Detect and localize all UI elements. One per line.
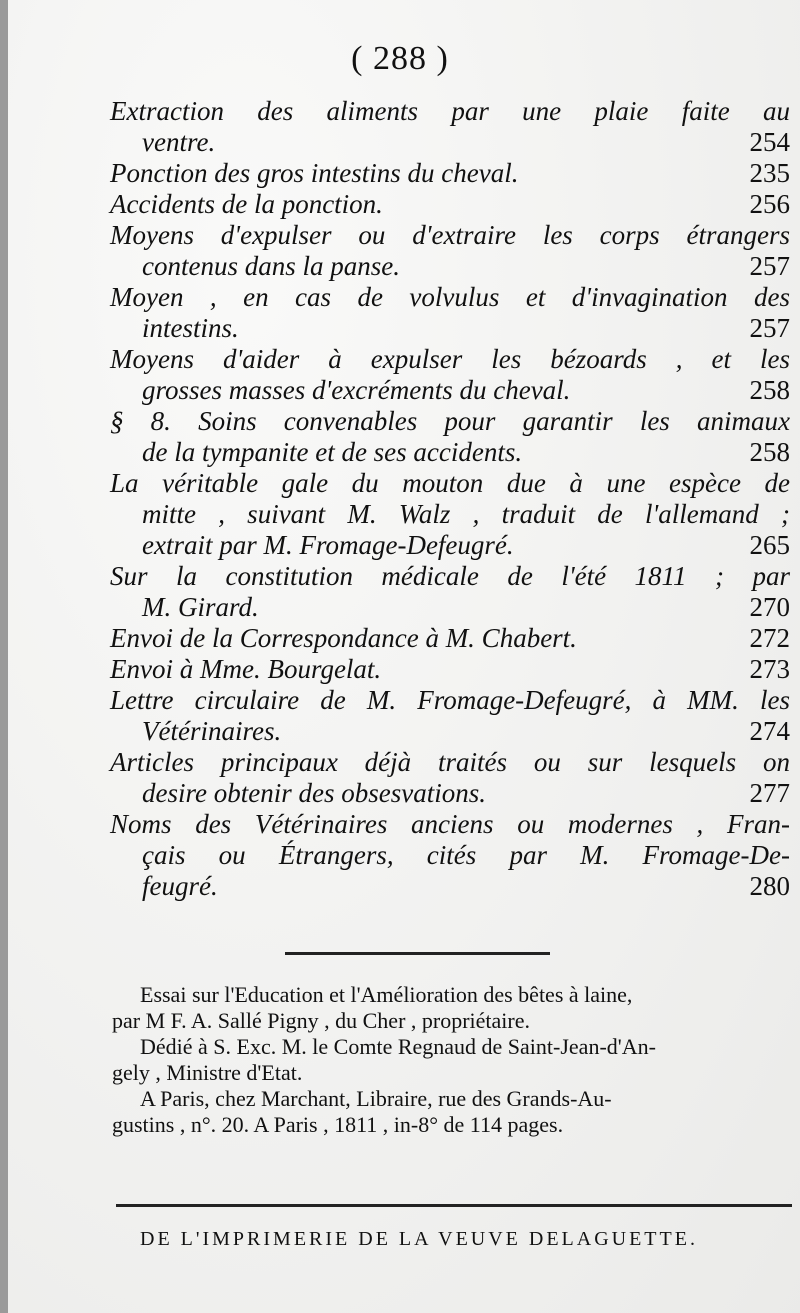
toc-entry [110, 747, 790, 809]
toc-entry-text: Envoi à Mme. Bourgelat. [110, 654, 382, 684]
toc-entry-line [110, 809, 790, 840]
toc-entry-text: Vétérinaires. [142, 716, 282, 746]
toc-entry-text: Sur la constitution médicale de l'été 1811 ; par [110, 561, 790, 591]
book-notice [112, 982, 792, 1138]
toc-entry-line [110, 654, 790, 685]
toc-page-number: 257 [749, 251, 790, 281]
toc-page-number: 258 [749, 437, 790, 467]
toc-page-number: 273 [749, 654, 790, 684]
toc-entry-text: La véritable gale du mouton due à une espèce de [110, 468, 790, 498]
toc-entry-text: Moyen , en cas de volvulus et d'invagination des [110, 282, 790, 312]
notice-line: A Paris, chez Marchant, Libraire, rue des Grands-Au- [140, 1086, 612, 1111]
notice-line: gely , Ministre d'Etat. [112, 1060, 303, 1085]
toc-page-number: 258 [749, 375, 790, 405]
toc-entry-text: mitte , suivant M. Walz , traduit de l'allemand ; [142, 499, 790, 529]
toc-entry-line [110, 96, 790, 127]
toc-page-number: 254 [749, 127, 790, 157]
toc-entry-text: Envoi de la Correspondance à M. Chabert. [110, 623, 577, 653]
toc-entry-line [110, 220, 790, 251]
toc-entry-line [110, 716, 790, 747]
toc-entry-line [110, 437, 790, 468]
toc-entry-line [110, 282, 790, 313]
toc-page-number: 256 [749, 189, 790, 219]
toc-entry-line [110, 530, 790, 561]
toc-entry-line [110, 623, 790, 654]
toc-entry-text: Extraction des aliments par une plaie faite au [110, 96, 790, 126]
toc-entry-text: intestins. [142, 313, 239, 343]
toc-entry-line [110, 747, 790, 778]
toc-page-number: 270 [749, 592, 790, 622]
toc-entry [110, 685, 790, 747]
toc-entry-text: Articles principaux déjà traités ou sur lesquels on [110, 747, 790, 777]
toc-entry [110, 561, 790, 623]
notice-line: par M F. A. Sallé Pigny , du Cher , propriétaire. [112, 1008, 531, 1033]
toc-entry [110, 406, 790, 468]
toc-entry-text: § 8. Soins convenables pour garantir les animaux [110, 406, 790, 436]
notice-line: Essai sur l'Education et l'Amélioration des bêtes à laine, [140, 982, 633, 1007]
notice-line: Dédié à S. Exc. M. le Comte Regnaud de Saint-Jean-d'An- [140, 1034, 656, 1059]
toc-entry-line [110, 127, 790, 158]
toc-entry-line [110, 561, 790, 592]
toc-entry-text: Accidents de la ponction. [110, 189, 383, 219]
toc-entry-line [110, 189, 790, 220]
page-number: ( 288 ) [351, 40, 449, 77]
toc-entry-line [110, 685, 790, 716]
toc-entry [110, 189, 790, 220]
toc-page-number: 257 [749, 313, 790, 343]
toc-page-number: 235 [749, 158, 790, 188]
toc-entry-line [110, 344, 790, 375]
toc-entry-text: feugré. [142, 871, 218, 901]
toc-entry-text: extrait par M. Fromage-Defeugré. [142, 530, 514, 560]
toc-entry-line [110, 406, 790, 437]
toc-entry-line [110, 251, 790, 282]
toc-entry-text: de la tympanite et de ses accidents. [142, 437, 523, 467]
toc-entry-line [110, 871, 790, 902]
toc-entry [110, 623, 790, 654]
toc-page-number: 280 [749, 871, 790, 901]
toc-entry [110, 282, 790, 344]
toc-page-number: 277 [749, 778, 790, 808]
toc-entry-text: desire obtenir des obsesvations. [142, 778, 486, 808]
toc-entry [110, 220, 790, 282]
toc-entry-line [110, 840, 790, 871]
toc-entry [110, 96, 790, 158]
toc-page-number: 265 [749, 530, 790, 560]
toc-entry-line [110, 468, 790, 499]
toc-entry-text: contenus dans la panse. [142, 251, 400, 281]
toc-entry-line [110, 158, 790, 189]
separator-rule [285, 952, 550, 955]
toc-entry-line [110, 778, 790, 809]
bottom-rule [116, 1204, 792, 1207]
toc-entry-text: Ponction des gros intestins du cheval. [110, 158, 519, 188]
notice-line: gustins , n°. 20. A Paris , 1811 , in-8° de 114 pages. [112, 1112, 564, 1137]
toc-entry-text: Noms des Vétérinaires anciens ou modernes , Fran- [110, 809, 790, 839]
toc-entry [110, 468, 790, 561]
toc-entry [110, 654, 790, 685]
toc-page-number: 272 [749, 623, 790, 653]
toc-page-number: 274 [749, 716, 790, 746]
toc-entry-text: çais ou Étrangers, cités par M. Fromage-De- [142, 840, 790, 870]
toc-entry [110, 344, 790, 406]
toc-entry-text: Moyens d'expulser ou d'extraire les corps étrangers [110, 220, 790, 250]
toc-entry-line [110, 375, 790, 406]
toc-entry-line [110, 592, 790, 623]
toc-entry [110, 809, 790, 902]
toc-entry-text: ventre. [142, 127, 216, 157]
toc-entry-line [110, 313, 790, 344]
toc-entry-text: Lettre circulaire de M. Fromage-Defeugré, à MM. les [110, 685, 790, 715]
toc-entry-text: grosses masses d'excréments du cheval. [142, 375, 571, 405]
toc-entry [110, 158, 790, 189]
toc-entry-line [110, 499, 790, 530]
printer-imprint: DE L'IMPRIMERIE DE LA VEUVE DELAGUETTE. [140, 1228, 698, 1250]
toc-entry-text: M. Girard. [142, 592, 259, 622]
toc-entry-text: Moyens d'aider à expulser les bézoards , et les [110, 344, 790, 374]
table-of-contents [110, 96, 790, 902]
